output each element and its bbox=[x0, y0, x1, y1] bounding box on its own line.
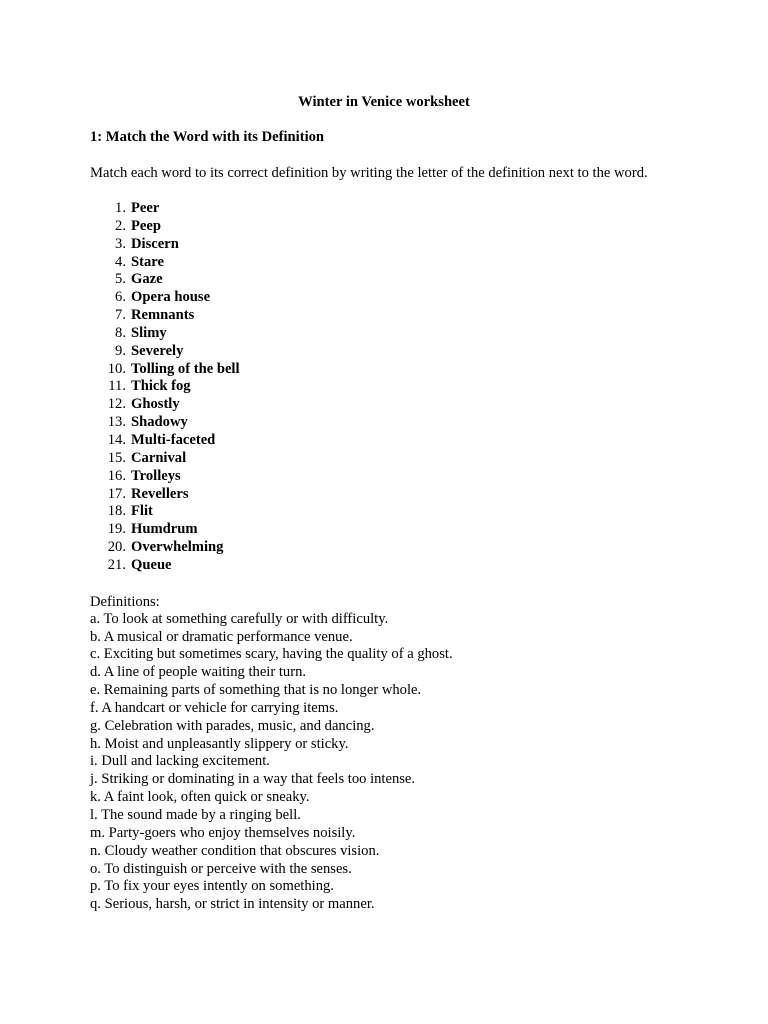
word-list-item bbox=[90, 378, 690, 396]
word-list-item bbox=[90, 307, 690, 325]
word-term: Thick fog bbox=[131, 378, 191, 395]
definition-item: c. Exciting but sometimes scary, having the quality of a ghost. bbox=[90, 646, 453, 663]
word-number: 20. bbox=[107, 539, 126, 556]
definition-item: h. Moist and unpleasantly slippery or sticky. bbox=[90, 735, 349, 752]
word-list-item bbox=[90, 289, 690, 307]
word-term: Discern bbox=[131, 235, 179, 252]
definitions-list bbox=[90, 611, 690, 914]
word-number: 21. bbox=[107, 556, 126, 573]
word-list-item bbox=[90, 486, 690, 504]
word-number: 18. bbox=[107, 503, 126, 520]
definition-item: q. Serious, harsh, or strict in intensity or manner. bbox=[90, 896, 375, 913]
word-number: 8. bbox=[115, 324, 126, 341]
section-heading: 1: Match the Word with its Definition bbox=[90, 129, 325, 145]
word-term: Shadowy bbox=[131, 414, 188, 431]
word-list-item bbox=[90, 343, 690, 361]
word-list-item bbox=[90, 361, 690, 379]
definition-item: m. Party-goers who enjoy themselves noisily. bbox=[90, 824, 356, 841]
word-number: 17. bbox=[107, 485, 126, 502]
definition-item: d. A line of people waiting their turn. bbox=[90, 664, 307, 681]
word-list-item bbox=[90, 432, 690, 450]
definition-item: i. Dull and lacking excitement. bbox=[90, 753, 270, 770]
word-list-item bbox=[90, 254, 690, 272]
word-number: 9. bbox=[115, 342, 126, 359]
word-number: 16. bbox=[107, 467, 126, 484]
word-term: Remnants bbox=[131, 307, 195, 324]
word-number: 5. bbox=[115, 271, 126, 288]
word-term: Queue bbox=[131, 556, 172, 573]
definition-item: e. Remaining parts of something that is no longer whole. bbox=[90, 682, 422, 699]
definition-item: a. To look at something carefully or with difficulty. bbox=[90, 610, 389, 627]
word-term: Flit bbox=[131, 503, 153, 520]
word-number: 11. bbox=[108, 378, 126, 395]
word-list-item bbox=[90, 450, 690, 468]
word-number: 2. bbox=[115, 217, 126, 234]
word-term: Ghostly bbox=[131, 396, 180, 413]
word-term: Slimy bbox=[131, 324, 167, 341]
instructions-text: Match each word to its correct definition by writing the letter of the definition next to the word. bbox=[90, 165, 648, 181]
word-number: 12. bbox=[107, 396, 126, 413]
word-term: Multi-faceted bbox=[131, 431, 216, 448]
word-list bbox=[90, 200, 690, 575]
word-term: Carnival bbox=[131, 449, 187, 466]
document-page bbox=[90, 93, 690, 914]
word-list-item bbox=[90, 521, 690, 539]
word-list-item bbox=[90, 503, 690, 521]
word-list-item bbox=[90, 218, 690, 236]
definition-item: l. The sound made by a ringing bell. bbox=[90, 807, 301, 823]
definition-item: j. Striking or dominating in a way that feels too intense. bbox=[90, 771, 416, 788]
word-number: 10. bbox=[107, 360, 126, 377]
word-term: Revellers bbox=[131, 485, 189, 502]
definitions-label: Definitions: bbox=[90, 593, 160, 610]
word-list-item bbox=[90, 468, 690, 486]
word-term: Stare bbox=[131, 253, 164, 270]
word-number: 13. bbox=[107, 414, 126, 431]
word-term: Tolling of the bell bbox=[131, 360, 240, 377]
word-term: Peep bbox=[131, 217, 161, 234]
word-list-item bbox=[90, 271, 690, 289]
word-list-item bbox=[90, 236, 690, 254]
definition-item: p. To fix your eyes intently on something. bbox=[90, 878, 334, 895]
word-term: Peer bbox=[131, 200, 160, 216]
worksheet-title: Winter in Venice worksheet bbox=[298, 94, 470, 110]
definition-item: f. A handcart or vehicle for carrying items. bbox=[90, 699, 339, 716]
word-term: Trolleys bbox=[131, 467, 181, 484]
word-term: Overwhelming bbox=[131, 539, 224, 556]
definition-item: k. A faint look, often quick or sneaky. bbox=[90, 789, 310, 806]
word-term: Severely bbox=[131, 342, 184, 359]
definition-item: g. Celebration with parades, music, and dancing. bbox=[90, 717, 375, 734]
word-number: 14. bbox=[107, 431, 126, 448]
word-list-item bbox=[90, 396, 690, 414]
definition-item: b. A musical or dramatic performance venue. bbox=[90, 628, 353, 645]
word-number: 7. bbox=[115, 307, 126, 324]
word-list-item bbox=[90, 539, 690, 557]
word-number: 19. bbox=[107, 521, 126, 538]
word-number: 1. bbox=[115, 200, 126, 216]
word-list-item bbox=[90, 325, 690, 343]
word-list-item bbox=[90, 200, 690, 218]
word-term: Opera house bbox=[131, 289, 211, 306]
word-list-item bbox=[90, 557, 690, 575]
word-number: 15. bbox=[107, 449, 126, 466]
definition-item: o. To distinguish or perceive with the senses. bbox=[90, 860, 352, 877]
word-number: 3. bbox=[115, 235, 126, 252]
word-term: Humdrum bbox=[131, 521, 198, 538]
word-list-item bbox=[90, 414, 690, 432]
word-number: 4. bbox=[115, 253, 126, 270]
word-number: 6. bbox=[115, 289, 126, 306]
definition-item: n. Cloudy weather condition that obscures vision. bbox=[90, 842, 380, 859]
word-term: Gaze bbox=[131, 271, 163, 288]
